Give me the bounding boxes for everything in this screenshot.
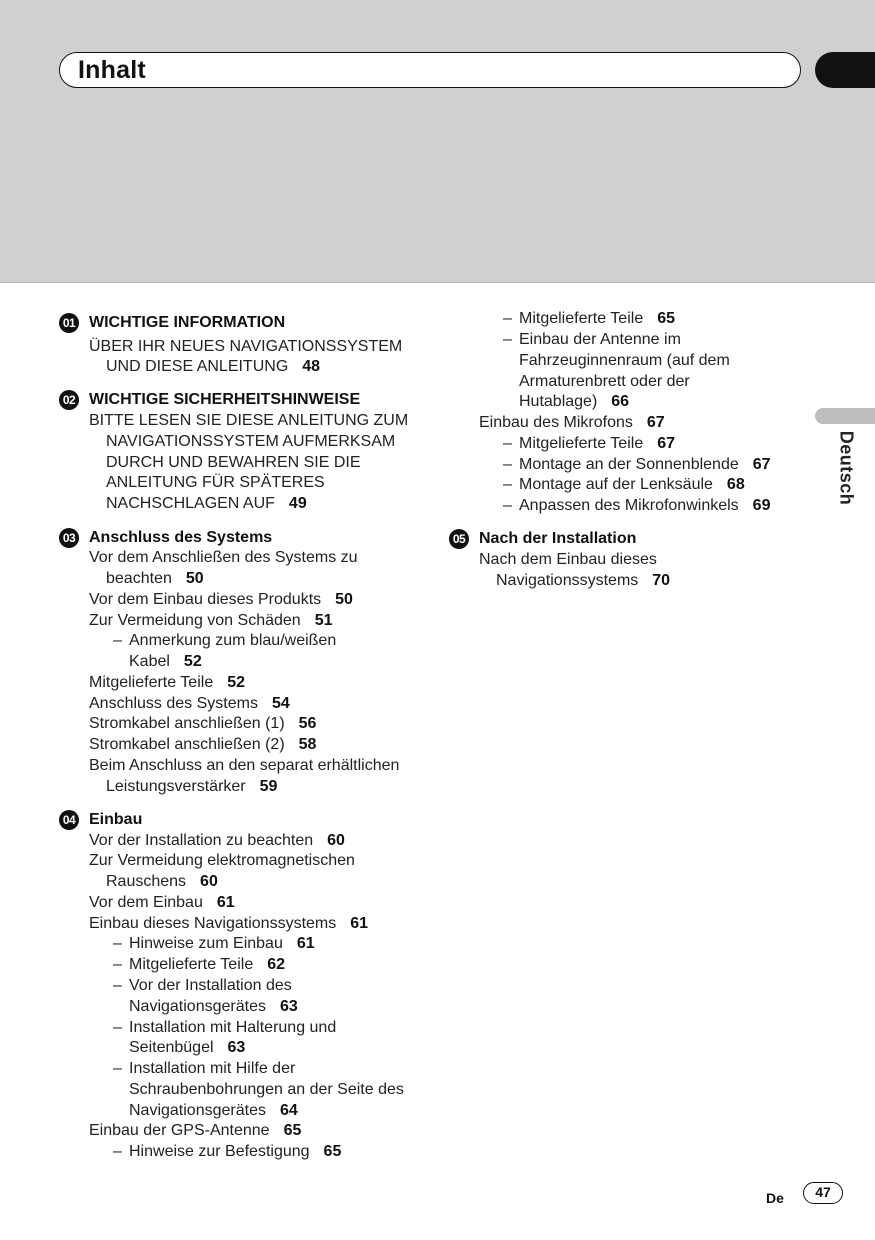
page-number: 62: [267, 956, 286, 973]
toc-subentry[interactable]: – Montage auf der Lenksäule 68: [503, 476, 745, 493]
section-badge-02: 02: [59, 390, 79, 410]
toc-entry[interactable]: Vor dem Anschließen des Systems zu: [89, 549, 358, 566]
toc-entry[interactable]: Einbau der GPS-Antenne 65: [89, 1122, 302, 1139]
toc-entry[interactable]: Stromkabel anschließen (2) 58: [89, 736, 317, 753]
toc-entry[interactable]: ÜBER IHR NEUES NAVIGATIONSSYSTEM: [89, 338, 403, 355]
page-number: 69: [752, 497, 771, 514]
toc-subentry-cont[interactable]: Hutablage) 66: [519, 393, 630, 410]
toc-subentry[interactable]: – Hinweise zum Einbau 61: [113, 935, 315, 952]
toc-entry[interactable]: Zur Vermeidung elektromagnetischen: [89, 852, 355, 869]
page-number: 65: [283, 1122, 302, 1139]
page-number-badge: 47: [803, 1182, 843, 1204]
page-number: 56: [298, 715, 317, 732]
toc-entry-cont[interactable]: Rauschens 60: [106, 873, 218, 890]
page-number: 70: [652, 572, 671, 589]
page-number: 49: [288, 495, 307, 512]
section-title-05[interactable]: Nach der Installation: [479, 530, 637, 547]
toc-subentry[interactable]: – Installation mit Hilfe der: [113, 1060, 296, 1077]
section-title-01[interactable]: WICHTIGE INFORMATION: [89, 314, 286, 331]
toc-entry[interactable]: Stromkabel anschließen (1) 56: [89, 715, 317, 732]
language-tab: [815, 408, 875, 424]
section-badge-05: 05: [449, 529, 469, 549]
page-number: 68: [726, 476, 745, 493]
language-label: Deutsch: [836, 430, 857, 506]
page-number: 66: [611, 393, 630, 410]
page-number: 61: [350, 915, 369, 932]
toc-subentry-cont[interactable]: Navigationsgerätes 64: [129, 1102, 298, 1119]
toc-subentry[interactable]: – Anpassen des Mikrofonwinkels 69: [503, 497, 771, 514]
toc-subentry-cont[interactable]: Seitenbügel 63: [129, 1039, 246, 1056]
page-number: 50: [185, 570, 204, 587]
page-number: 67: [646, 414, 665, 431]
toc-subentry-cont[interactable]: Schraubenbohrungen an der Seite des: [129, 1081, 404, 1098]
section-badge-01: 01: [59, 313, 79, 333]
toc-subentry[interactable]: – Mitgelieferte Teile 62: [113, 956, 286, 973]
toc-entry-cont[interactable]: Leistungsverstärker 59: [106, 778, 278, 795]
page-number: 48: [302, 358, 321, 375]
page-number: 50: [335, 591, 353, 608]
toc-entry[interactable]: BITTE LESEN SIE DIESE ANLEITUNG ZUM: [89, 412, 409, 429]
toc-subentry[interactable]: – Installation mit Halterung und: [113, 1019, 337, 1036]
page-number: 58: [298, 736, 317, 753]
toc-subentry-cont[interactable]: Armaturenbrett oder der: [519, 373, 690, 390]
page-number: 61: [296, 935, 315, 952]
page-number: 67: [657, 435, 676, 452]
header-tab-marker: [815, 52, 875, 88]
title-pill: [59, 52, 801, 88]
toc-entry[interactable]: Zur Vermeidung von Schäden 51: [89, 612, 333, 629]
toc-subentry[interactable]: – Mitgelieferte Teile 67: [503, 435, 676, 452]
toc-subentry[interactable]: – Vor der Installation des: [113, 977, 292, 994]
toc-entry[interactable]: Nach dem Einbau dieses: [479, 551, 657, 568]
page-number: 60: [327, 832, 345, 849]
toc-entry[interactable]: Einbau des Mikrofons 67: [479, 414, 665, 431]
page-number: 67: [752, 456, 771, 473]
toc-entry-cont[interactable]: DURCH UND BEWAHREN SIE DIE: [106, 454, 361, 471]
section-title-02[interactable]: WICHTIGE SICHERHEITSHINWEISE: [89, 391, 361, 408]
toc-subentry[interactable]: – Hinweise zur Befestigung 65: [113, 1143, 342, 1160]
section-badge-03: 03: [59, 528, 79, 548]
toc-entry-cont[interactable]: NACHSCHLAGEN AUF 49: [106, 495, 307, 512]
toc-entry[interactable]: Mitgelieferte Teile 52: [89, 674, 246, 691]
section-badge-04: 04: [59, 810, 79, 830]
page-number: 63: [227, 1039, 246, 1056]
footer-language-code: De: [766, 1190, 784, 1206]
toc-entry[interactable]: Vor dem Einbau dieses Produkts 50: [89, 591, 353, 608]
page-number: 65: [657, 310, 676, 327]
toc-entry-cont[interactable]: UND DIESE ANLEITUNG 48: [106, 358, 321, 375]
toc-subentry-cont[interactable]: Navigationsgerätes 63: [129, 998, 298, 1015]
toc-subentry[interactable]: – Montage an der Sonnenblende 67: [503, 456, 771, 473]
toc-entry[interactable]: Einbau dieses Navigationssystems 61: [89, 915, 369, 932]
page-number: 60: [200, 873, 218, 890]
toc-entry-cont[interactable]: beachten 50: [106, 570, 204, 587]
page-number: 59: [259, 778, 278, 795]
toc-entry[interactable]: Beim Anschluss an den separat erhältlichen: [89, 757, 400, 774]
page-number: 61: [216, 894, 235, 911]
page-number: 52: [183, 653, 202, 670]
toc-entry-cont[interactable]: Navigationssystems 70: [496, 572, 671, 589]
page-number: 51: [314, 612, 333, 629]
page-number: 64: [279, 1102, 298, 1119]
section-title-04[interactable]: Einbau: [89, 811, 143, 828]
section-title-03[interactable]: Anschluss des Systems: [89, 529, 273, 546]
toc-subentry[interactable]: – Anmerkung zum blau/weißen: [113, 632, 337, 649]
page-number: 54: [271, 695, 290, 712]
page-number: 65: [323, 1143, 342, 1160]
toc-subentry-cont[interactable]: Fahrzeuginnenraum (auf dem: [519, 352, 730, 369]
toc-entry[interactable]: Anschluss des Systems 54: [89, 695, 290, 712]
toc-subentry[interactable]: – Mitgelieferte Teile 65: [503, 310, 676, 327]
header-band: [0, 0, 875, 283]
page-number: 63: [279, 998, 298, 1015]
toc-entry[interactable]: Vor dem Einbau 61: [89, 894, 235, 911]
page-number: 52: [227, 674, 246, 691]
page-title: Inhalt: [78, 56, 146, 84]
toc-subentry-cont[interactable]: Kabel 52: [129, 653, 202, 670]
toc-entry-cont[interactable]: ANLEITUNG FÜR SPÄTERES: [106, 474, 325, 491]
toc-subentry[interactable]: – Einbau der Antenne im: [503, 331, 681, 348]
toc-entry[interactable]: Vor der Installation zu beachten 60: [89, 832, 345, 849]
toc-entry-cont[interactable]: NAVIGATIONSSYSTEM AUFMERKSAM: [106, 433, 396, 450]
